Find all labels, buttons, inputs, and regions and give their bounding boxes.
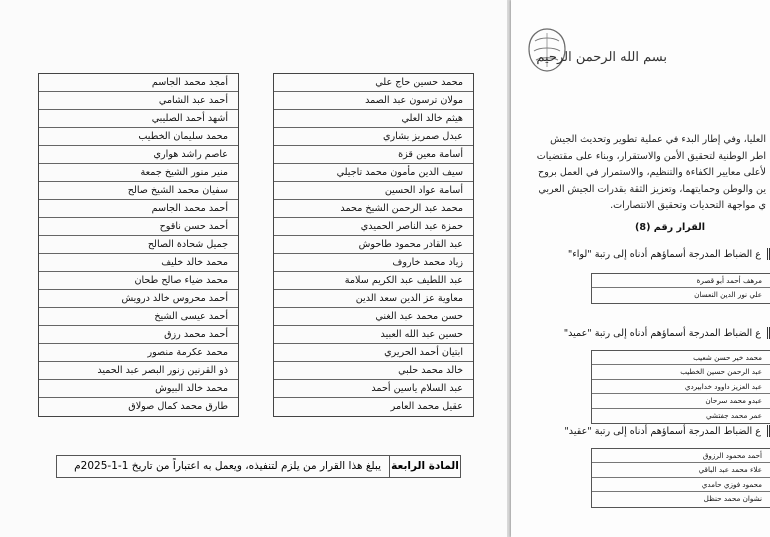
name-row: جميل شحادة الصالح: [39, 236, 238, 254]
name-row: حسين عبد الله العبيد: [274, 326, 473, 344]
name-row: مولان ترسون عبد الصمد: [274, 92, 473, 110]
name-row: أشهد أحمد الصليبي: [39, 110, 238, 128]
name-row: محمد حسين حاج علي: [274, 74, 473, 92]
separator-mark: [764, 248, 770, 260]
preamble-paragraph: [516, 132, 766, 215]
name-row: منير منور الشيخ جمعة: [39, 164, 238, 182]
rank-colonel-line: ع الضباط المدرجة أسماؤهم أدناه إلى رتبة "عقيد": [511, 425, 770, 437]
name-row: محمد عكرمة منصور: [39, 344, 238, 362]
right-document-page: [511, 0, 770, 537]
name-row: أحمد عيسى الشيخ: [39, 308, 238, 326]
basmala: بسم الله الرحمن الرحيم: [536, 50, 667, 65]
name-row: أحمد محمد الجاسم: [39, 200, 238, 218]
decision-title: القرار رقم (8): [635, 222, 706, 233]
preamble-line: اطر الوطنية لتحقيق الأمن والاستقرار، وبناء على مقتضيات: [536, 150, 766, 162]
name-row: محمد خالد البيوش: [39, 380, 238, 398]
name-row: عبد القادر محمود طاحوش: [274, 236, 473, 254]
article-text: يبلغ هذا القرار من يلزم لتنفيذه، ويعمل به اعتباراً من تاريخ 1-1-2025م: [74, 460, 381, 472]
name-row: حسن محمد عبد الغني: [274, 308, 473, 326]
name-row: معاوية عز الدين سعد الدين: [274, 290, 473, 308]
name-row: عبد العزيز داوود خدابيردي: [592, 380, 770, 394]
brigadier-names-table: [591, 350, 770, 424]
name-row: أسامة معين قزة: [274, 146, 473, 164]
name-row: عبد السلام ياسين أحمد: [274, 380, 473, 398]
name-row: عمر محمد جفتشي: [705, 410, 762, 420]
rank-major-general-line: ع الضباط المدرجة أسماؤهم أدناه إلى رتبة "لواء": [511, 248, 770, 260]
name-row: علاء محمد عبد الباقي: [592, 463, 770, 477]
name-row: محمود فوزي حامدي: [592, 478, 770, 492]
name-row: حمزة عبد الناصر الحميدي: [274, 218, 473, 236]
name-row: عبد اللطيف عبد الكريم سلامة: [274, 272, 473, 290]
name-row: محمد سليمان الخطيب: [39, 128, 238, 146]
name-row: عبدو محمد سرحان: [592, 394, 770, 408]
preamble-line: ين والوطن وحمايتهما، وتعزيز الثقة بقدرات الجيش العربي: [538, 183, 766, 195]
name-row: عقيل محمد العامر: [390, 401, 463, 413]
names-table-right: [273, 73, 474, 417]
name-row: أحمد حسن ناقوح: [39, 218, 238, 236]
name-row: ذو القرنين زنور البصر عبد الحميد: [39, 362, 238, 380]
name-row: سفيان محمد الشيخ صالح: [39, 182, 238, 200]
name-row: عاصم راشد هواري: [39, 146, 238, 164]
name-row: محمد خير حسن شعيب: [592, 351, 770, 365]
name-row: نشوان محمد حنظل: [703, 494, 762, 504]
separator-mark: [764, 327, 770, 339]
rank-brigadier-line: ع الضباط المدرجة أسماؤهم أدناه إلى رتبة "عميد": [511, 327, 770, 339]
name-row: محمد خالد خليف: [39, 254, 238, 272]
names-table-left: [38, 73, 239, 417]
name-row: أحمد عبد الشامي: [39, 92, 238, 110]
separator-mark: [764, 425, 770, 437]
name-row: عبدل صمريز بشاري: [274, 128, 473, 146]
name-row: طارق محمد كمال صولاق: [128, 401, 228, 413]
name-row: أمجد محمد الجاسم: [39, 74, 238, 92]
name-row: زياد محمد خاروف: [274, 254, 473, 272]
preamble-line: ي مواجهة التحديات وتحقيق الانتصارات.: [610, 200, 766, 211]
name-row: أحمد محمود الرزوق: [592, 449, 770, 463]
name-row: سيف الدين مأمون محمد تاجيلي: [274, 164, 473, 182]
major-general-names-table: [591, 273, 770, 304]
article-label: المادة الرابعة: [389, 456, 460, 477]
name-row: خالد محمد حلبي: [274, 362, 473, 380]
name-row: محمد عبد الرحمن الشيخ محمد: [274, 200, 473, 218]
name-row: أسامة عواد الحسين: [274, 182, 473, 200]
article-four-box: [56, 455, 461, 478]
name-row: أحمد محمد رزق: [39, 326, 238, 344]
name-row: محمد ضياء صالح طحان: [39, 272, 238, 290]
preamble-line: العليا، وفي إطار البدء في عملية تطوير وتحديث الجيش: [550, 134, 766, 145]
name-row: علي نور الدين النعسان: [694, 290, 762, 300]
preamble-line: لأعلى معايير الكفاءة والتنظيم، والاستمرار في العمل بروح: [538, 167, 766, 178]
name-row: أحمد محروس خالد درويش: [39, 290, 238, 308]
name-row: عبد الرحمن حسين الخطيب: [592, 365, 770, 379]
name-row: مرهف أحمد أبو قصرة: [592, 274, 770, 288]
name-row: هيثم خالد العلي: [274, 110, 473, 128]
colonel-names-table: [591, 448, 770, 508]
name-row: ابتيان أحمد الحريري: [274, 344, 473, 362]
